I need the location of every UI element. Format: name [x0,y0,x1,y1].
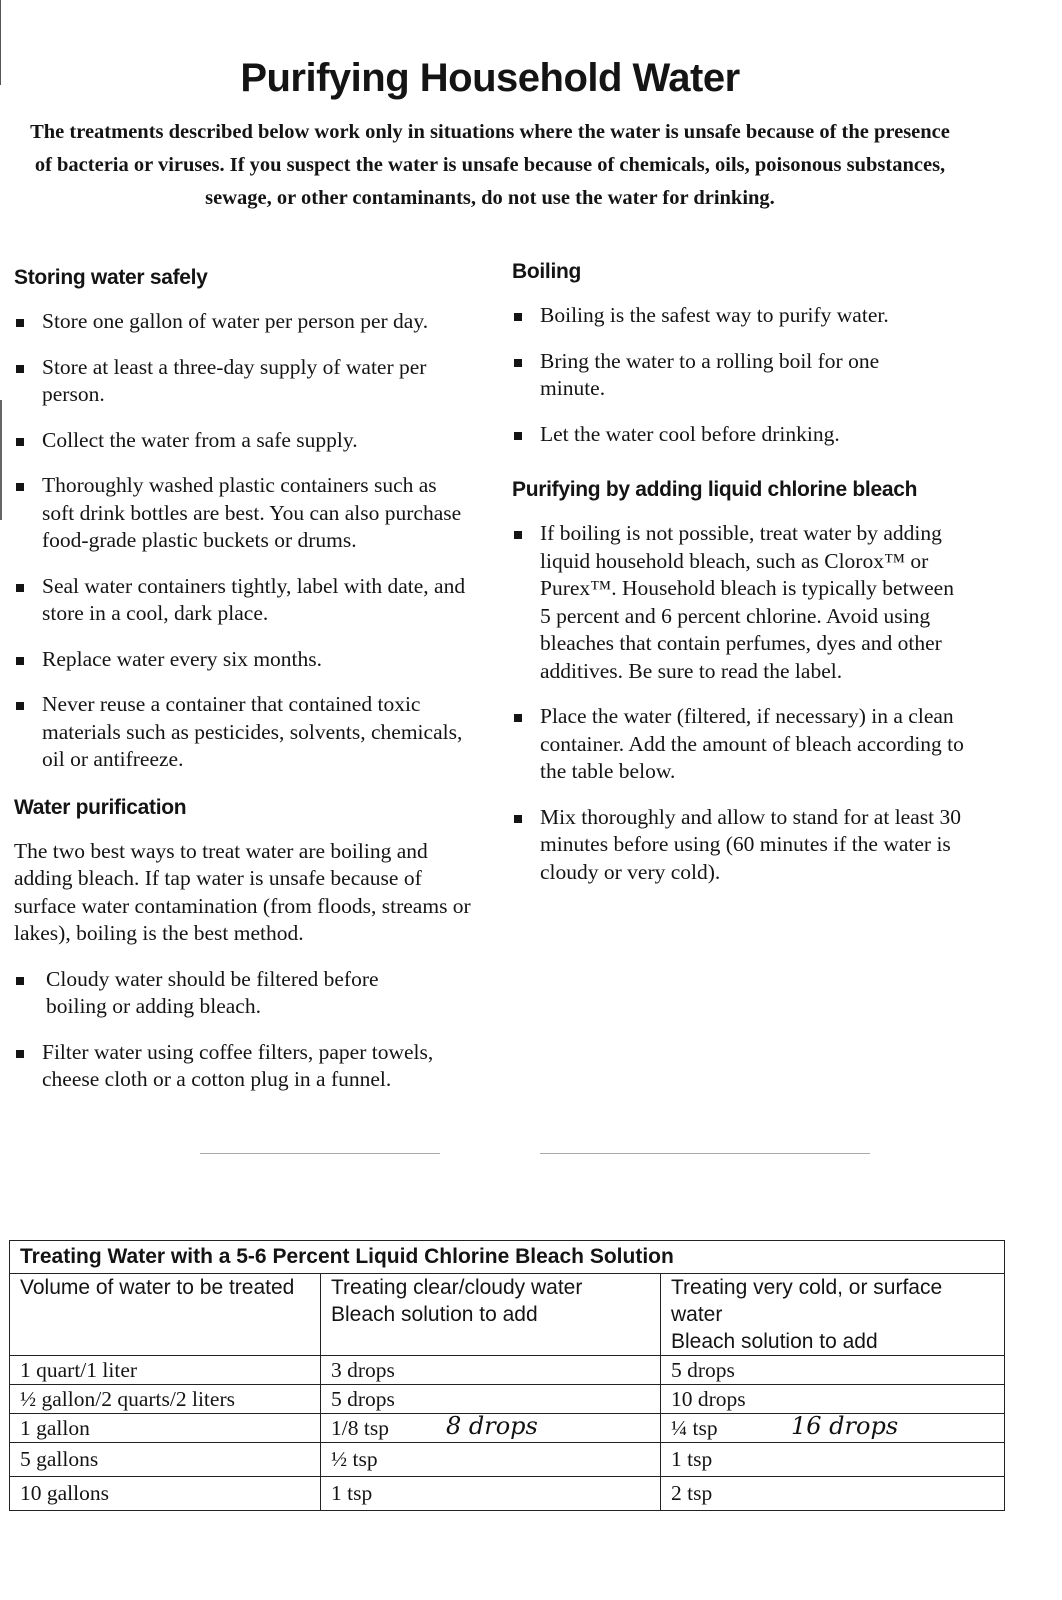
clear-cell: 5 drops [321,1385,661,1414]
list-item: Let the water cool before drinking. [512,421,982,449]
storing-list [14,308,484,774]
purification-paragraph: The two best ways to treat water are boiling and adding bleach. If tap water is unsafe because of surface water contamination (from floods, streams or lakes), boiling is the best method. [14,838,471,945]
table-caption: Treating Water with a 5-6 Percent Liquid Chlorine Bleach Solution [10,1241,1005,1274]
table-row [10,1385,1005,1414]
column-header [321,1274,661,1356]
list-item: Bring the water to a rolling boil for one minute. [512,348,982,403]
cold-cell: 5 drops [661,1356,1005,1385]
scan-edge [0,400,2,520]
storing-heading: Storing water safely [14,266,208,289]
clear-cell [321,1414,661,1443]
list-item: Collect the water from a safe supply. [14,427,484,455]
list-item: Mix thoroughly and allow to stand for at least 30 minutes before using (60 minutes if the water is cloudy or very cold). [512,804,982,887]
table-row [10,1414,1005,1443]
list-item: Store at least a three-day supply of water per person. [14,354,484,409]
column-header [661,1274,1005,1356]
clear-cell: 3 drops [321,1356,661,1385]
volume-cell: 1 quart/1 liter [10,1356,321,1385]
list-item: Thoroughly washed plastic containers such as soft drink bottles are best. You can also purchase food-grade plastic buckets or drums. [14,472,484,555]
column-header: Volume of water to be treated [10,1274,321,1356]
header-line: Treating very cold, or surface water [671,1276,943,1326]
bleach-list [512,520,982,886]
handwritten-note: 16 drops [791,1412,899,1440]
divider [540,1153,870,1154]
volume-cell: 10 gallons [10,1477,321,1511]
list-item: Filter water using coffee filters, paper towels, cheese cloth or a cotton plug in a funnel. [14,1039,484,1094]
table-row [10,1356,1005,1385]
list-item: Cloudy water should be filtered before boiling or adding bleach. [14,966,484,1021]
page-title: Purifying Household Water [240,56,740,100]
cold-cell [661,1414,1005,1443]
clear-value: 1/8 tsp [331,1416,389,1440]
divider [200,1153,440,1154]
clear-cell: 1 tsp [321,1477,661,1511]
header-line: Treating clear/cloudy water [331,1276,583,1299]
clear-cell: ½ tsp [321,1443,661,1477]
list-item: Boiling is the safest way to purify water. [512,302,982,330]
left-column [14,260,484,1094]
cold-value: ¼ tsp [671,1416,718,1440]
boiling-heading: Boiling [512,260,582,283]
cold-cell: 10 drops [661,1385,1005,1414]
list-item: Never reuse a container that contained toxic materials such as pesticides, solvents, chemicals, oil or antifreeze. [14,691,484,774]
list-item: Replace water every six months. [14,646,484,674]
table-row [10,1443,1005,1477]
volume-cell: 1 gallon [10,1414,321,1443]
cold-cell: 1 tsp [661,1443,1005,1477]
boiling-list [512,302,982,448]
bleach-table [9,1240,1005,1511]
volume-cell: ½ gallon/2 quarts/2 liters [10,1385,321,1414]
purification-list [14,966,484,1094]
intro-paragraph: The treatments described below work only in situations where the water is unsafe because of the presence of bacteria or viruses. If you suspect the water is unsafe because of chemicals, oils, poisonous substances, sewage, or other contaminants, do not use the water for drinking. [30,121,950,209]
list-item: Seal water containers tightly, label with date, and store in a cool, dark place. [14,573,484,628]
volume-cell: 5 gallons [10,1443,321,1477]
header-line: Bleach solution to add [331,1303,538,1326]
list-item: If boiling is not possible, treat water by adding liquid household bleach, such as Clorox™ or Purex™. Household bleach is typically between 5 percent and 6 percent chlorine. Avoid using bleaches that contain perfumes, dyes and other additives. Be sure to read the label. [512,520,982,685]
header-line: Bleach solution to add [671,1330,878,1353]
cold-cell: 2 tsp [661,1477,1005,1511]
handwritten-note: 8 drops [446,1412,538,1440]
purification-heading: Water purification [14,795,187,819]
table-row [10,1477,1005,1511]
list-item: Place the water (filtered, if necessary) in a clean container. Add the amount of bleach according to the table below. [512,703,982,786]
list-item: Store one gallon of water per person per day. [14,308,484,336]
bleach-heading: Purifying by adding liquid chlorine bleach [512,478,918,501]
right-column [512,260,982,886]
